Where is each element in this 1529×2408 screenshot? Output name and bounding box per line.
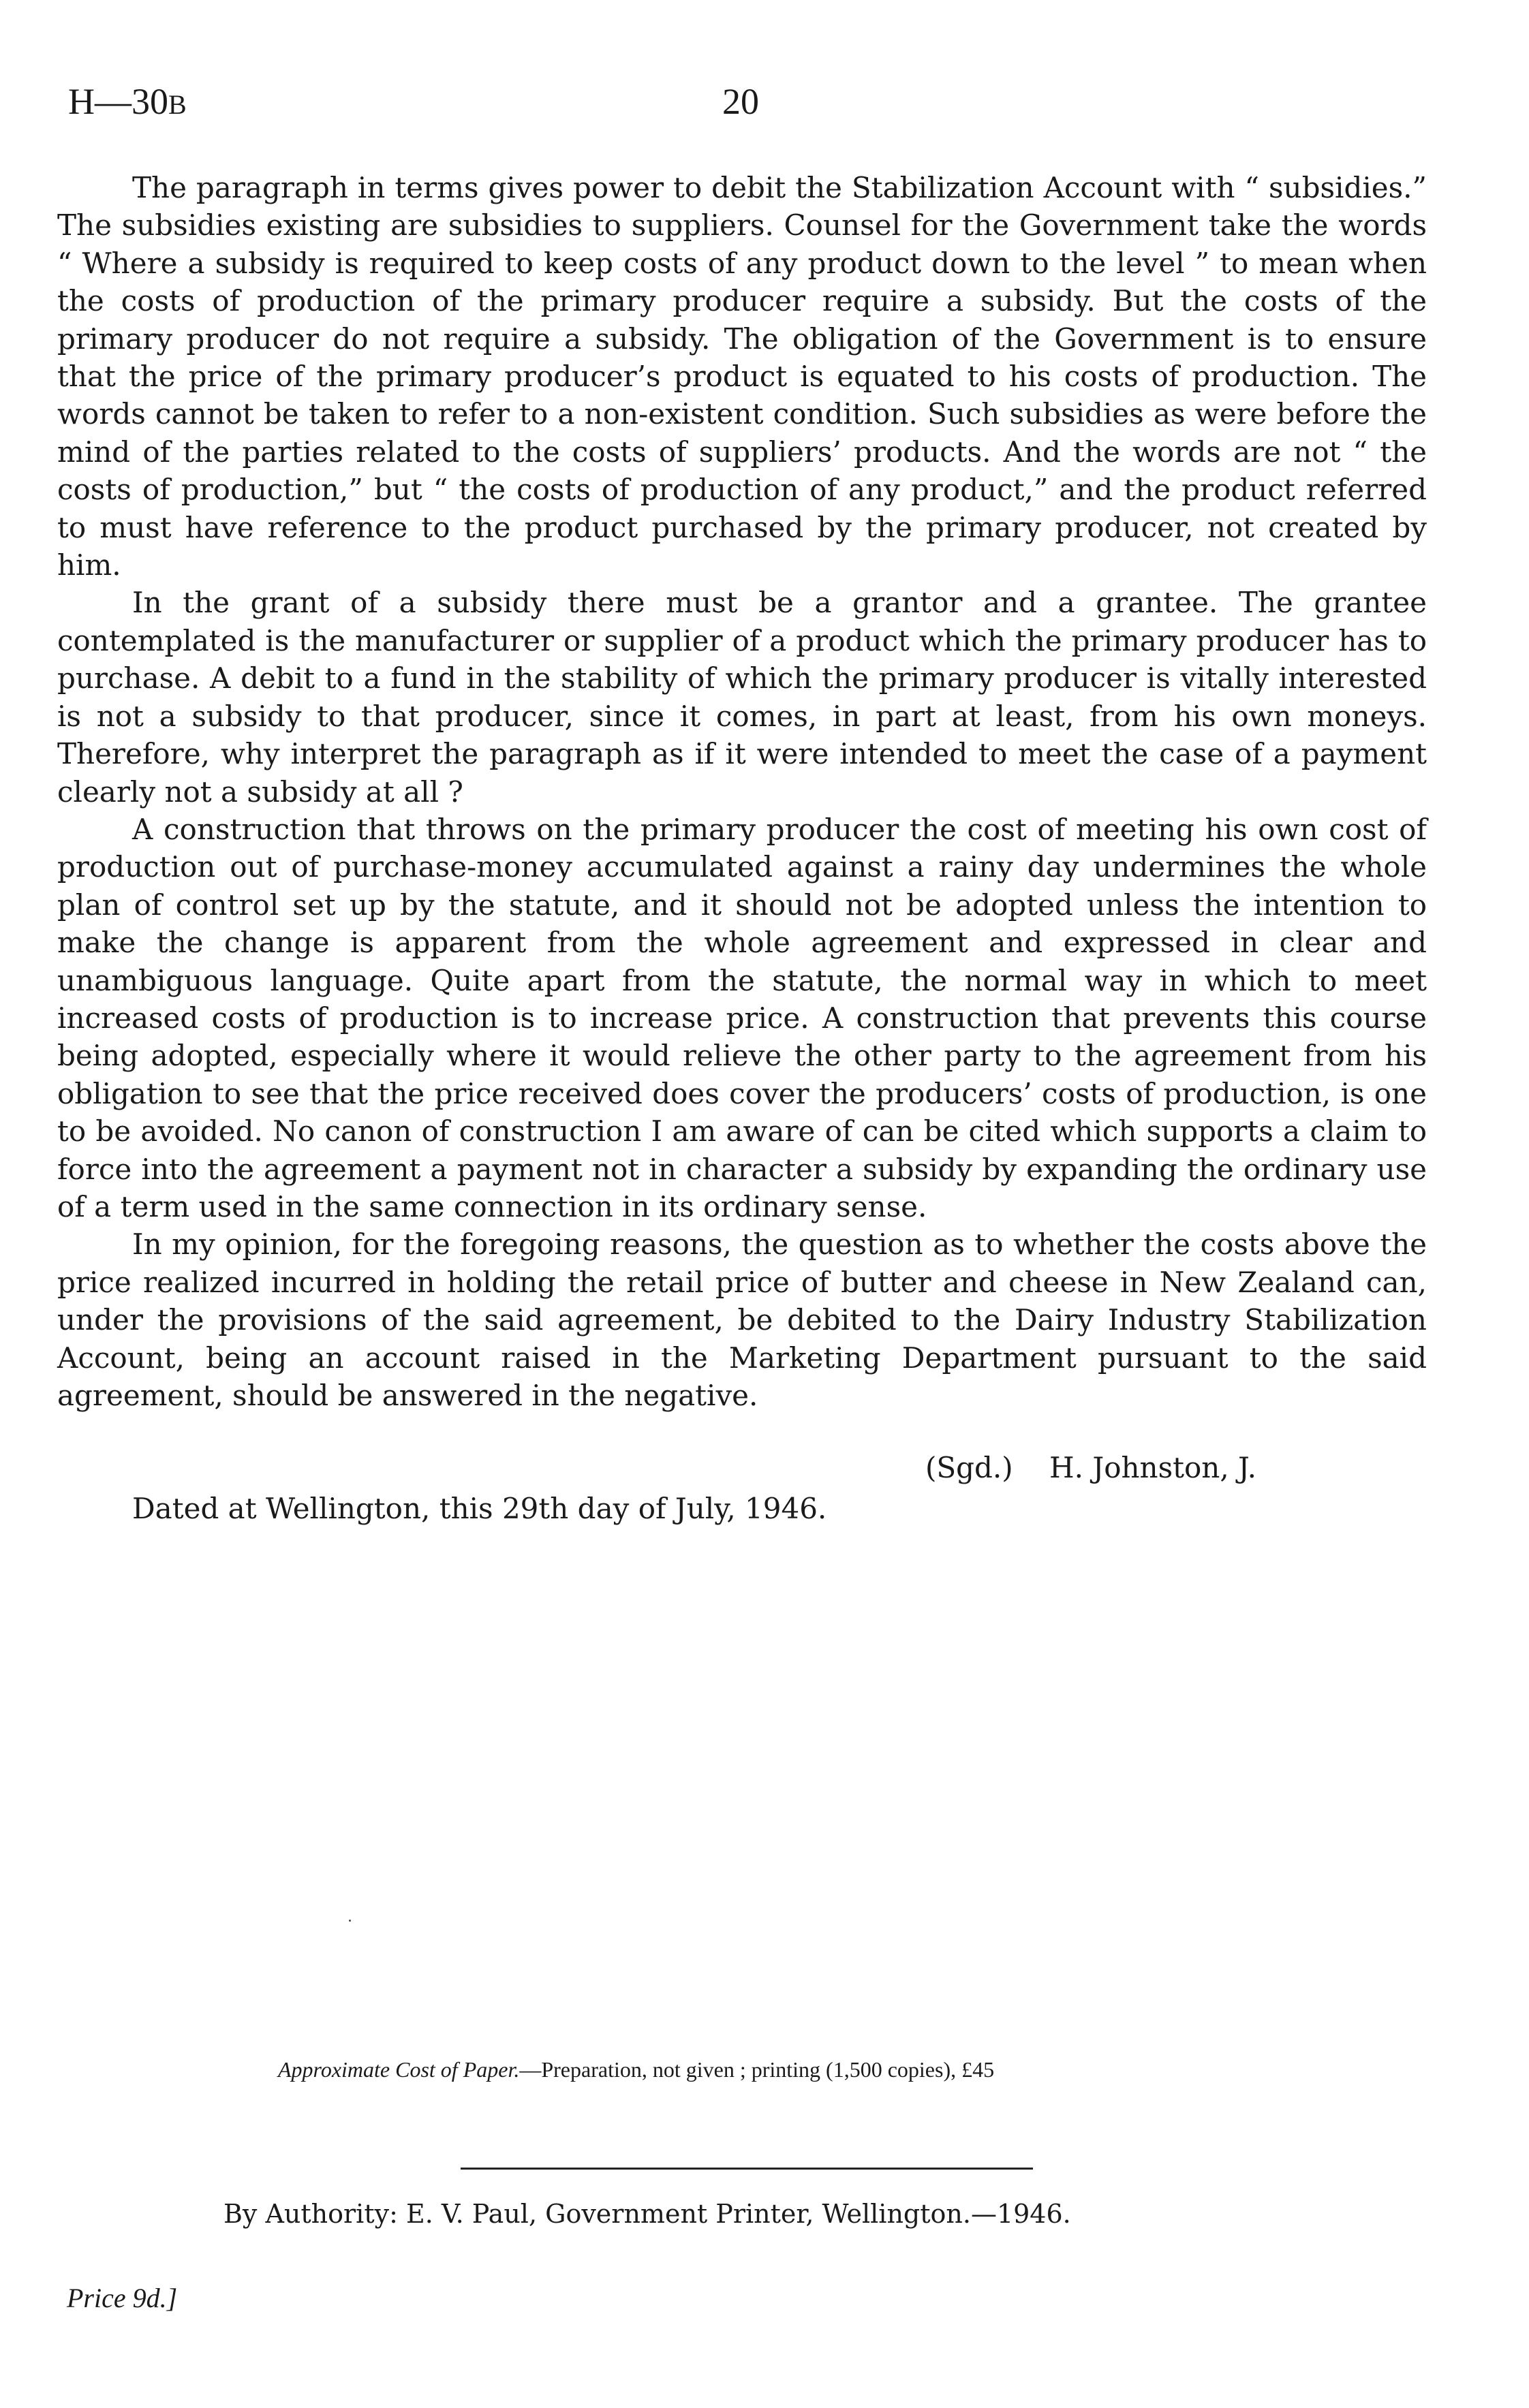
cost-of-paper-note bbox=[278, 2057, 994, 2082]
signature-line bbox=[925, 1451, 1256, 1484]
paragraph-4: In my opinion, for the foregoing reasons, the question as to whether the costs above the price realized incurred in holding the retail price of butter and cheese in New Zealand can, under the provisions of the said agreement, be debited to the Dairy Industry Stabilization Account, being an account raised in the Marketing Department pursuant to the said agreement, should be answered in the negative. bbox=[57, 1228, 1427, 1412]
cost-note-detail: —Preparation, not given ; printing (1,500 copies), £45 bbox=[519, 2057, 995, 2082]
footer-rule bbox=[461, 2168, 1033, 2170]
cost-note-lead: Approximate Cost of Paper. bbox=[278, 2057, 520, 2082]
signed-marker: (Sgd.) bbox=[925, 1451, 1013, 1484]
date-line: Dated at Wellington, this 29th day of July, 1946. bbox=[132, 1492, 827, 1525]
paragraph-2: In the grant of a subsidy there must be a grantor and a grantee. The grantee contemplated is the manufacturer or supplier of a product which the primary producer has to purchase. A debit to a fund in the stability of which the primary producer is vitally interested is not a subsidy to that producer, since it comes, in part at least, from his own moneys. Therefore, why interpret the paragraph as if it were intended to meet the case of a payment clearly not a subsidy at all ? bbox=[57, 586, 1427, 809]
document-reference: H—30B bbox=[68, 81, 187, 122]
judge-name: H. Johnston, J. bbox=[1049, 1451, 1256, 1484]
printer-authority: By Authority: E. V. Paul, Government Printer, Wellington.—1946. bbox=[223, 2199, 1071, 2229]
price-note: Price 9d.] bbox=[67, 2283, 178, 2313]
paragraph-3: A construction that throws on the primary producer the cost of meeting his own cost of production out of purchase-money accumulated against a rainy day undermines the whole plan of control set up by the statute, and it should not be adopted unless the intention to make the change is apparent from the whole agreement and expressed in clear and unambiguous language. Quite apart from the statute, the normal way in which to meet increased costs of production is to increase price. A construction that prevents this course being adopted, especially where it would relieve the other party to the agreement from his obligation to see that the price received does cover the producers’ costs of production, is one to be avoided. No canon of construction I am aware of can be cited which supports a claim to force into the agreement a payment not in character a subsidy by expanding the ordinary use of a term used in the same connection in its ordinary sense. bbox=[57, 812, 1427, 1223]
paragraph-1: The paragraph in terms gives power to debit the Stabilization Account with “ subsidies.” The subsidies existing are subsidies to suppliers. Counsel for the Government take the words “ Where a subsidy is required to keep costs of any product down to the level ” to mean when the costs of production of the primary producer require a subsidy. But the costs of the primary producer do not require a subsidy. The obligation of the Government is to ensure that the price of the primary producer’s product is equated to his costs of production. The words cannot be taken to refer to a non-existent condition. Such subsidies as were before the mind of the parties related to the costs of suppliers’ products. And the words are not “ the costs of production,” but “ the costs of production of any product,” and the product referred to must have reference to the product purchased by the primary producer, not created by him. bbox=[57, 171, 1427, 582]
page-header bbox=[68, 80, 1438, 135]
print-speck bbox=[349, 1920, 351, 1922]
page-number: 20 bbox=[722, 81, 759, 122]
judgment-body bbox=[57, 169, 1427, 1414]
